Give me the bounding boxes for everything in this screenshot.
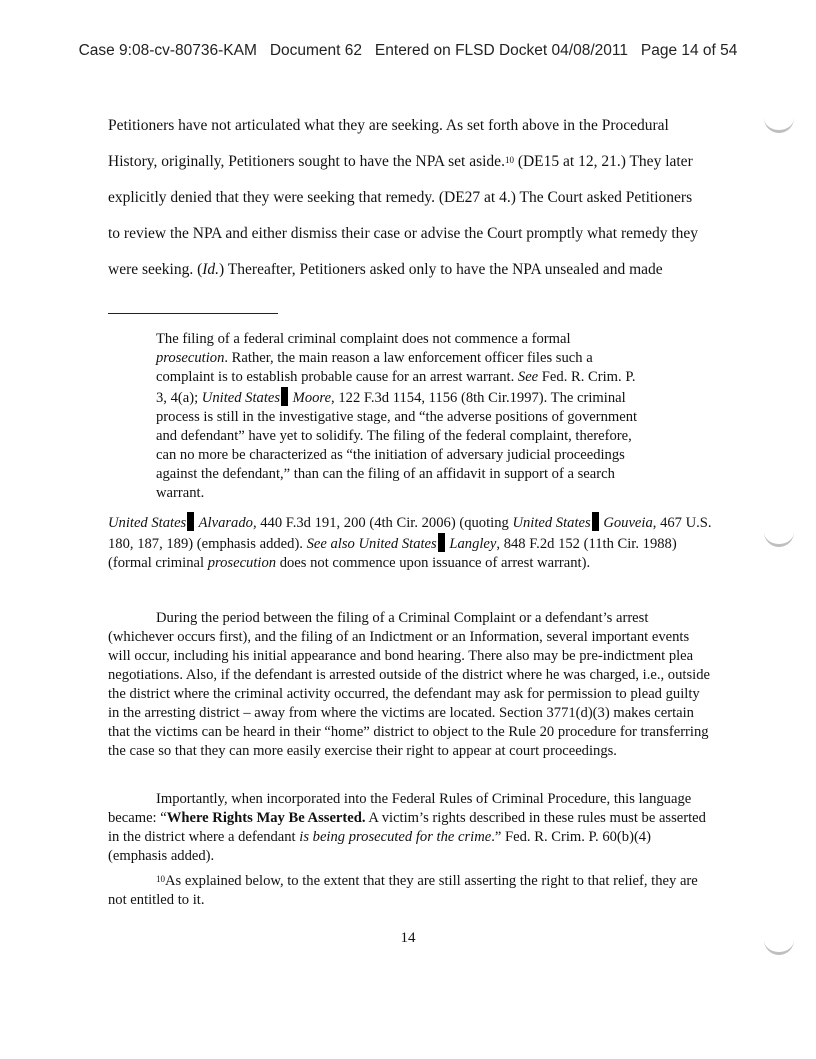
body-line: Petitioners have not articulated what they are seeking. As set forth above in the Procedural [108, 117, 669, 134]
redaction-mark [281, 387, 288, 406]
case-name: United States [108, 515, 187, 531]
body-line: to review the NPA and either dismiss their case or advise the Court promptly what remedy they [108, 225, 699, 242]
citation-text: , 467 U.S. 180, 187, 189) (emphasis added). [108, 515, 712, 552]
citation-text: does not commence upon issuance of arrest warrant). [276, 555, 591, 571]
footnote-text: As explained below, to the extent that they are still asserting the right to that relief, they are not entitled to it. [108, 873, 698, 908]
quote-text: The filing of a federal criminal complaint does not commence a formal [156, 331, 571, 347]
docket-header: Case 9:08-cv-80736-KAM Document 62 Entered on FLSD Docket 04/08/2011 Page 14 of 54 [78, 42, 738, 59]
redaction-mark [438, 533, 445, 552]
id-citation: Id. [202, 261, 220, 278]
citation-text: , 848 F.2d 152 (11th Cir. 1988) (formal criminal [108, 536, 677, 571]
paragraph-emphasis: is being prosecuted for the crime [299, 829, 492, 845]
case-name: United States [512, 515, 591, 531]
body-text: were seeking. ( [108, 261, 203, 278]
body-text: (DE15 at 12, 21.) They later [513, 153, 693, 170]
paragraph-text: .” Fed. R. Crim. P. 60(b)(4) (emphasis added). [108, 829, 651, 864]
paragraph-text: A victim’s rights described in these rules must be asserted in the district where a defendant [108, 810, 706, 845]
footnote-ref: 10 [504, 155, 514, 165]
case-name: United States [201, 390, 281, 406]
quote-emphasis: prosecution [156, 350, 225, 366]
case-name: Langley [445, 536, 497, 552]
citation-emphasis: prosecution [207, 555, 277, 571]
footnote-10 [108, 872, 713, 910]
body-line [108, 252, 728, 288]
case-name: Alvarado [195, 515, 253, 531]
main-paragraph [108, 108, 728, 288]
citation-text: , 440 F.3d 191, 200 (4th Cir. 2006) (quoting [252, 515, 513, 531]
paragraph-text: Importantly, when incorporated into the Federal Rules of Criminal Procedure, this language became: “ [108, 791, 692, 826]
quote-signal: See [517, 369, 539, 385]
page-number: 14 [400, 930, 416, 946]
rule-heading: Where Rights May Be Asserted. [166, 810, 366, 826]
quote-text: . Rather, the main reason a law enforcement officer files such a complaint is to establish probable cause for an arrest warrant. [156, 350, 593, 385]
body-line [108, 144, 728, 180]
case-name: See also United States [306, 536, 437, 552]
body-text: ) Thereafter, Petitioners asked only to have the NPA unsealed and made [219, 261, 663, 278]
redaction-mark [592, 512, 599, 531]
quote-text: , 122 F.3d 1154, 1156 (8th Cir.1997). The criminal process is still in the investigative stage, and “the adverse positions of government and defendant” have yet to solidify. The filing of the federal complaint, therefore, can no more be characterized as “the initiation of adversary judicial proceedings against the defendant,” than can the filing of an affidavit in support of a search warrant. [156, 390, 638, 501]
importantly-paragraph [108, 790, 713, 866]
body-line: explicitly denied that they were seeking that remedy. (DE27 at 4.) The Court asked Petitioners [108, 189, 693, 206]
citation-paragraph [108, 512, 713, 573]
hole-punch-mark [764, 116, 794, 133]
footnote-number: 10 [156, 874, 165, 884]
period-paragraph: During the period between the filing of a Criminal Complaint or a defendant’s arrest (whichever occurs first), and the filing of an Indictment or an Information, several important events will occur, including his initial appearance and bond hearing. There also may be pre-indictment plea negotiations. Also, if the defendant is arrested outside of the district where he was charged, i.e., outside the district where the criminal activity occurred, the defendant may ask for permission to plead guilty in the arresting district – away from where the victims are located. Section 3771(d)(3) makes certain that the victims can be heard in their “home” district to object to the Rule 20 procedure for transferring the case so that they can more easily exercise their right to appear at court proceedings. [108, 610, 710, 759]
case-name: Moore [289, 390, 332, 406]
redaction-mark [187, 512, 194, 531]
body-text: History, originally, Petitioners sought to have the NPA set aside. [108, 153, 505, 170]
block-quote [156, 330, 646, 503]
quote-text: Fed. R. Crim. P. 3, 4(a); [156, 369, 636, 406]
footnote-separator [108, 313, 278, 314]
case-name: Gouveia [599, 515, 653, 531]
hole-punch-mark [764, 530, 794, 547]
